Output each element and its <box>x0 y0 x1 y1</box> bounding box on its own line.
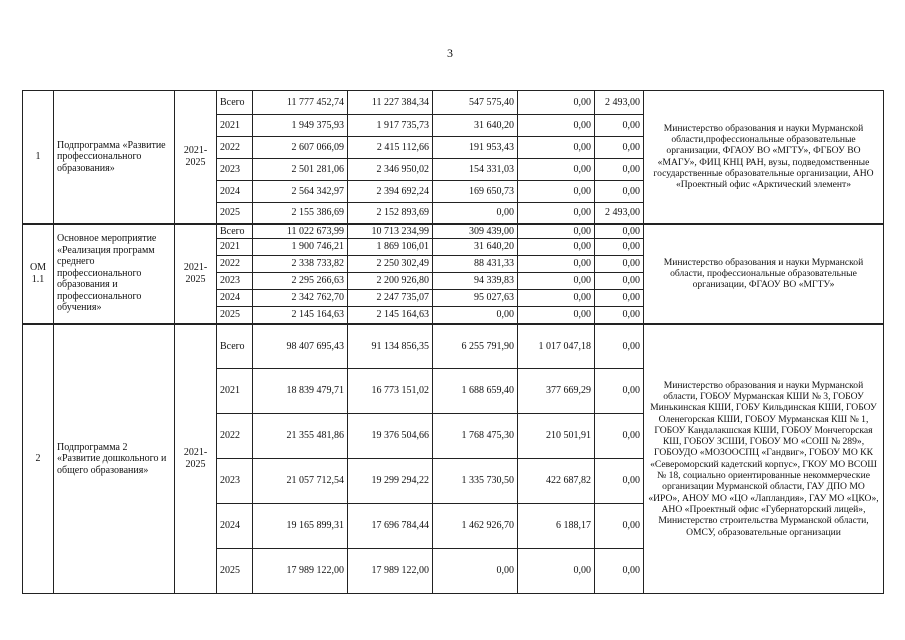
amount-col-3: 0,00 <box>518 203 595 224</box>
amount-col-4: 0,00 <box>595 369 644 414</box>
amount-col-3: 0,00 <box>518 91 595 115</box>
amount-col-2: 309 439,00 <box>433 224 518 239</box>
amount-col-1: 2 250 302,49 <box>348 256 433 273</box>
amount-col-2: 0,00 <box>433 307 518 324</box>
amount-col-3: 0,00 <box>518 256 595 273</box>
year-cell: 2023 <box>217 459 253 504</box>
year-cell: 2021 <box>217 369 253 414</box>
amount-col-1: 1 917 735,73 <box>348 115 433 137</box>
amount-col-1: 2 247 735,07 <box>348 290 433 307</box>
amount-col-3: 0,00 <box>518 137 595 159</box>
amount-col-3: 422 687,82 <box>518 459 595 504</box>
amount-col-3: 0,00 <box>518 273 595 290</box>
total-amount: 2 338 733,82 <box>253 256 348 273</box>
amount-col-3: 1 017 047,18 <box>518 324 595 369</box>
total-amount: 21 355 481,86 <box>253 414 348 459</box>
year-cell: 2021 <box>217 239 253 256</box>
amount-col-1: 16 773 151,02 <box>348 369 433 414</box>
amount-col-2: 1 768 475,30 <box>433 414 518 459</box>
year-cell: 2021 <box>217 115 253 137</box>
funding-table <box>22 90 884 594</box>
amount-col-1: 91 134 856,35 <box>348 324 433 369</box>
table-row <box>23 224 884 239</box>
amount-col-1: 1 869 106,01 <box>348 239 433 256</box>
total-amount: 1 900 746,21 <box>253 239 348 256</box>
amount-col-4: 0,00 <box>595 459 644 504</box>
program-name: Подпрограмма «Развитие профессионального образования» <box>54 91 175 224</box>
amount-col-4: 0,00 <box>595 115 644 137</box>
amount-col-1: 17 989 122,00 <box>348 549 433 594</box>
year-cell: Всего <box>217 324 253 369</box>
total-amount: 2 342 762,70 <box>253 290 348 307</box>
amount-col-3: 0,00 <box>518 181 595 203</box>
total-amount: 2 145 164,63 <box>253 307 348 324</box>
row-index: ОМ 1.1 <box>23 224 54 324</box>
row-index: 1 <box>23 91 54 224</box>
amount-col-3: 0,00 <box>518 159 595 181</box>
row-index: 2 <box>23 324 54 594</box>
amount-col-2: 154 331,03 <box>433 159 518 181</box>
amount-col-3: 0,00 <box>518 549 595 594</box>
amount-col-2: 191 953,43 <box>433 137 518 159</box>
amount-col-4: 0,00 <box>595 414 644 459</box>
amount-col-2: 0,00 <box>433 549 518 594</box>
amount-col-4: 0,00 <box>595 137 644 159</box>
amount-col-1: 2 415 112,66 <box>348 137 433 159</box>
total-amount: 2 155 386,69 <box>253 203 348 224</box>
amount-col-2: 1 335 730,50 <box>433 459 518 504</box>
amount-col-4: 0,00 <box>595 273 644 290</box>
year-cell: 2025 <box>217 307 253 324</box>
amount-col-1: 2 394 692,24 <box>348 181 433 203</box>
total-amount: 2 295 266,63 <box>253 273 348 290</box>
amount-col-1: 2 152 893,69 <box>348 203 433 224</box>
total-amount: 1 949 375,93 <box>253 115 348 137</box>
amount-col-4: 0,00 <box>595 239 644 256</box>
year-cell: Всего <box>217 91 253 115</box>
total-amount: 2 607 066,09 <box>253 137 348 159</box>
amount-col-4: 0,00 <box>595 549 644 594</box>
total-amount: 11 777 452,74 <box>253 91 348 115</box>
amount-col-2: 88 431,33 <box>433 256 518 273</box>
executors: Министерство образования и науки Мурманской области,профессиональные образовательные организации, ФГАОУ ВО «МГТУ», ФГБОУ ВО «МАГУ», ФИЦ КНЦ РАН, вузы, подведомственные государственные образовательные организации, АНО «Проектный офис «Арктический элемент» <box>644 91 884 224</box>
amount-col-4: 0,00 <box>595 324 644 369</box>
amount-col-4: 0,00 <box>595 290 644 307</box>
executors: Министерство образования и науки Мурманской области, профессиональные образовательные организации, ФГАОУ ВО «МГТУ» <box>644 224 884 324</box>
year-cell: 2025 <box>217 203 253 224</box>
year-cell: 2024 <box>217 181 253 203</box>
amount-col-4: 0,00 <box>595 256 644 273</box>
total-amount: 98 407 695,43 <box>253 324 348 369</box>
amount-col-2: 31 640,20 <box>433 239 518 256</box>
amount-col-4: 0,00 <box>595 159 644 181</box>
amount-col-2: 6 255 791,90 <box>433 324 518 369</box>
amount-col-3: 0,00 <box>518 224 595 239</box>
table-row <box>23 324 884 369</box>
table-row <box>23 91 884 115</box>
amount-col-3: 0,00 <box>518 239 595 256</box>
page-number: 3 <box>447 46 453 60</box>
amount-col-1: 2 346 950,02 <box>348 159 433 181</box>
year-cell: 2024 <box>217 290 253 307</box>
amount-col-1: 2 200 926,80 <box>348 273 433 290</box>
amount-col-3: 0,00 <box>518 115 595 137</box>
year-cell: 2022 <box>217 137 253 159</box>
program-period: 2021-2025 <box>175 324 217 594</box>
amount-col-4: 0,00 <box>595 181 644 203</box>
amount-col-1: 17 696 784,44 <box>348 504 433 549</box>
total-amount: 11 022 673,99 <box>253 224 348 239</box>
amount-col-1: 11 227 384,34 <box>348 91 433 115</box>
program-period: 2021-2025 <box>175 224 217 324</box>
amount-col-1: 19 376 504,66 <box>348 414 433 459</box>
amount-col-2: 95 027,63 <box>433 290 518 307</box>
amount-col-4: 0,00 <box>595 224 644 239</box>
amount-col-2: 169 650,73 <box>433 181 518 203</box>
amount-col-2: 1 688 659,40 <box>433 369 518 414</box>
year-cell: 2024 <box>217 504 253 549</box>
total-amount: 18 839 479,71 <box>253 369 348 414</box>
total-amount: 19 165 899,31 <box>253 504 348 549</box>
year-cell: 2025 <box>217 549 253 594</box>
amount-col-3: 6 188,17 <box>518 504 595 549</box>
year-cell: 2023 <box>217 159 253 181</box>
amount-col-2: 1 462 926,70 <box>433 504 518 549</box>
amount-col-3: 0,00 <box>518 290 595 307</box>
total-amount: 2 501 281,06 <box>253 159 348 181</box>
amount-col-2: 0,00 <box>433 203 518 224</box>
amount-col-1: 2 145 164,63 <box>348 307 433 324</box>
amount-col-4: 0,00 <box>595 504 644 549</box>
amount-col-2: 547 575,40 <box>433 91 518 115</box>
amount-col-4: 2 493,00 <box>595 203 644 224</box>
amount-col-1: 19 299 294,22 <box>348 459 433 504</box>
executors: Министерство образования и науки Мурманской области, ГОБОУ Мурманская КШИ № 3, ГОБОУ Минькинская КШИ, ГОБУ Кильдинская КШИ, ГОБОУ Оленегорская КШИ, ГОБОУ Мурманская КШ № 1, ГОБОУ Кандалакшская КШИ, ГОБОУ Мончегорская КШ, ГОБОУ ЗСШИ, ГОБОУ МО «СОШ № 289», ГОБОУДО «МОЗООСПЦ «Гандвиг», ГОБОУ МО КК «Североморский кадетский корпус», ГКОУ МО ВСОШ № 18, социально ориентированные некоммерческие организации Мурманской области, ГАУ ДПО МО «ИРО», АНОУ МО «ЦО «Лапландия», ГАУ МО «ЦКО», АНО «Проектный офис «Губернаторский лицей», Министерство строительства Мурманской области, ОМСУ, образовательные организации <box>644 324 884 594</box>
program-name: Подпрограмма 2 «Развитие дошкольного и общего образования» <box>54 324 175 594</box>
amount-col-3: 210 501,91 <box>518 414 595 459</box>
program-period: 2021-2025 <box>175 91 217 224</box>
program-name: Основное мероприятие «Реализация программ среднего профессионального образования и профессионального обучения» <box>54 224 175 324</box>
total-amount: 21 057 712,54 <box>253 459 348 504</box>
amount-col-3: 0,00 <box>518 307 595 324</box>
amount-col-3: 377 669,29 <box>518 369 595 414</box>
amount-col-4: 2 493,00 <box>595 91 644 115</box>
amount-col-4: 0,00 <box>595 307 644 324</box>
year-cell: Всего <box>217 224 253 239</box>
total-amount: 2 564 342,97 <box>253 181 348 203</box>
year-cell: 2022 <box>217 414 253 459</box>
amount-col-1: 10 713 234,99 <box>348 224 433 239</box>
amount-col-2: 31 640,20 <box>433 115 518 137</box>
amount-col-2: 94 339,83 <box>433 273 518 290</box>
year-cell: 2023 <box>217 273 253 290</box>
total-amount: 17 989 122,00 <box>253 549 348 594</box>
year-cell: 2022 <box>217 256 253 273</box>
